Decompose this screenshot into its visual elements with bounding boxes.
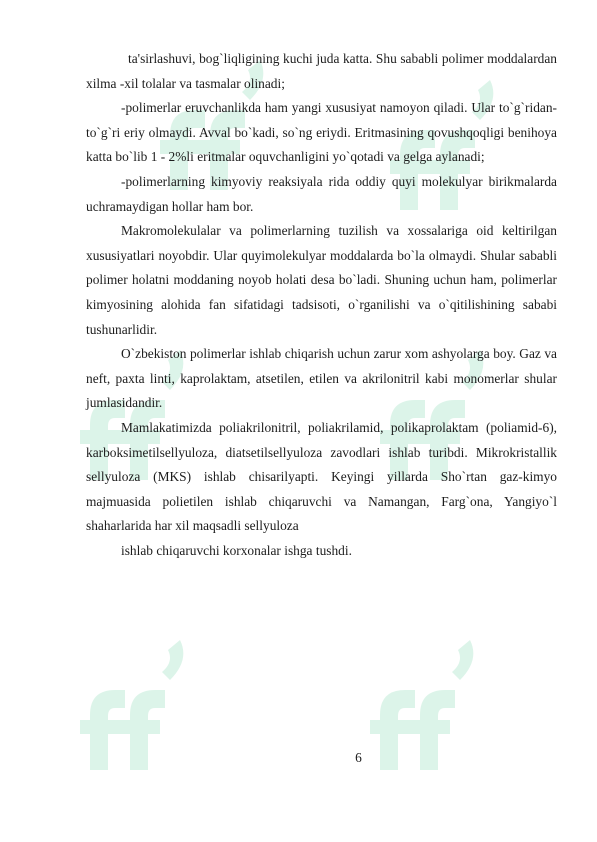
body-text (86, 47, 557, 563)
paragraph: ishlab chiqaruvchi korxonalar ishga tushdi. (121, 542, 352, 558)
paragraph: Mamlakatimizda poliakrilonitril, poliakrilamid, polikaprolaktam (poliamid-6), karboksimetilsellyuloza, diatsetilsellyuloza zavodlari ishlab turibdi. Mikrokristallik sellyuloza (MKS) ishlab chisarilyapti. Keyingi yillarda Sho`rtan gaz-kimyo majmuasida polietilen ishlab chiqaruvchi va Namangan, Farg`ona, Yangiyo`l shaharlarida har xil maqsadli sellyuloza (86, 419, 557, 534)
paragraph: -polimerlar eruvchanlikda ham yangi xususiyat namoyon qiladi. Ular to`g`ridan-to`g`ri eriy olmaydi. Avval bo`kadi, so`ng eriydi. Eritmasining qovushqoqligi benihoya katta bo`lib 1 - 2%li eritmalar oquvchanligini yo`qotadi va gelga aylanadi; (86, 100, 557, 165)
paragraph: O`zbekiston polimerlar ishlab chiqarish uchun zarur xom ashyolarga boy. Gaz va neft, paxta linti, kaprolaktam, atsetilen, etilen va akrilonitril kabi monomerlar shular jumlasidandir. (86, 346, 557, 411)
soff-logo-icon (70, 620, 200, 820)
page-number: 6 (355, 750, 362, 765)
paragraph: Makromolekulalar va polimerlarning tuzilish va xossalariga oid keltirilgan xususiyatlari noyobdir. Ular quyimolekulyar moddalarda bo`la olmaydi. Shular sababli polimer holatni moddaning noyob holati desa bo`ladi. Shuning uchun ham, polimerlar kimyosining alohida fan sifatidagi tadsisoti, o`rganilishi va o`qitilishining sababi tushunarlidir. (86, 223, 557, 337)
soff-logo-icon (360, 620, 490, 820)
paragraph: -polimerlarning kimyoviy reaksiyala rida oddiy quyi molekulyar birikmalarda uchramaydigan hollar ham bor. (86, 173, 557, 214)
paragraph: ta'sirlashuvi, bog`liqligining kuchi juda katta. Shu sababli polimer moddalardan xilma -xil tolalar va tasmalar olinadi; (86, 51, 557, 91)
